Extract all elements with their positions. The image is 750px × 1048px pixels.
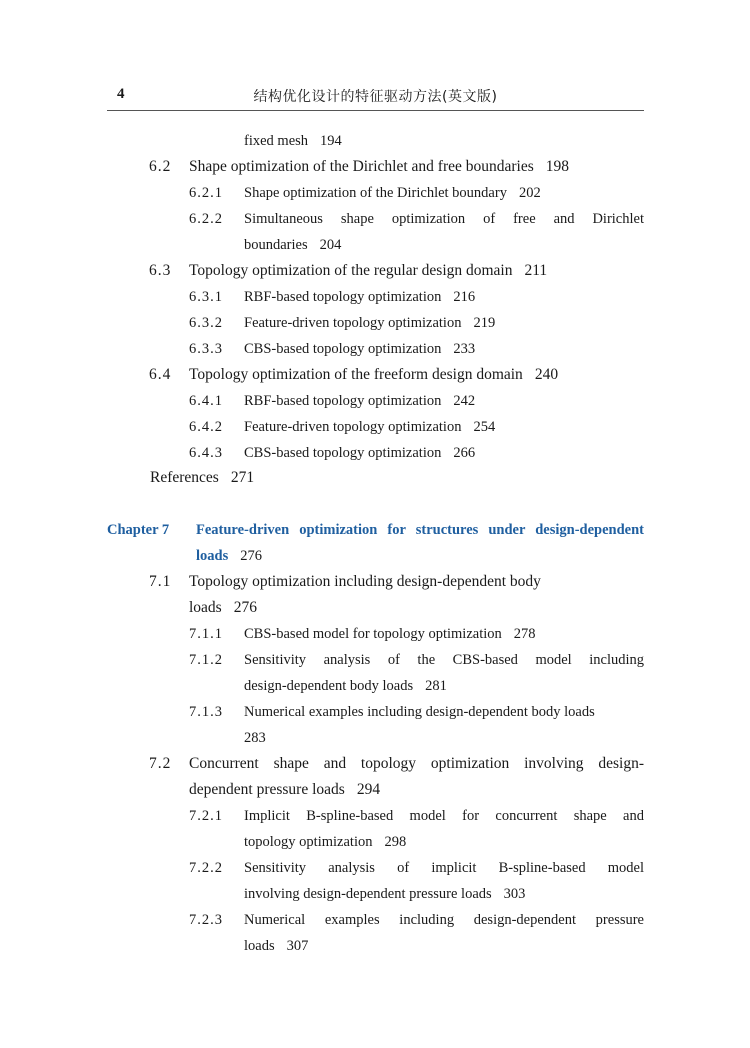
- page-ref: 204: [319, 237, 342, 253]
- section-number: 7.1.2: [189, 652, 223, 668]
- toc-entry-6-4[interactable]: Topology optimization of the freeform design domain 240: [189, 366, 559, 383]
- page-ref: 307: [286, 938, 309, 954]
- section-number: 7.1.1: [189, 626, 223, 642]
- toc-entry-7-1-1[interactable]: CBS-based model for topology optimization 278: [244, 626, 536, 642]
- section-number: 6.4.1: [189, 393, 223, 409]
- toc-entry-7-2[interactable]: Concurrent shape and topology optimization involving design-: [189, 755, 644, 772]
- page-ref: 233: [453, 341, 476, 357]
- page-ref: 242: [453, 393, 476, 409]
- section-number: 6.2: [149, 158, 172, 175]
- section-number: 6.3.3: [189, 341, 223, 357]
- toc-entry-references[interactable]: References 271: [150, 469, 255, 486]
- section-number: 6.4.2: [189, 419, 223, 435]
- page-ref: 211: [524, 262, 548, 279]
- section-number: 6.3.2: [189, 315, 223, 331]
- section-number: 6.3.1: [189, 289, 223, 305]
- toc-entry-6-3-3[interactable]: CBS-based topology optimization 233: [244, 341, 476, 357]
- toc-entry-7-1-2-cont[interactable]: design-dependent body loads 281: [244, 678, 447, 694]
- page-number: 4: [117, 86, 125, 102]
- page-ref: 278: [513, 626, 536, 642]
- section-number: 6.2.1: [189, 185, 223, 201]
- section-number: 7.2.1: [189, 808, 223, 824]
- chapter-number: Chapter 7: [107, 522, 170, 538]
- page-ref: 303: [503, 886, 526, 902]
- section-number: 7.1.3: [189, 704, 223, 720]
- page-ref: 216: [453, 289, 476, 305]
- section-number: 6.2.2: [189, 211, 223, 227]
- toc-entry-7-2-1-cont[interactable]: topology optimization 298: [244, 834, 407, 850]
- page-ref: 198: [545, 158, 570, 175]
- toc-entry-6-2-2[interactable]: Simultaneous shape optimization of free and Dirichlet: [244, 211, 644, 227]
- page-ref: 202: [518, 185, 541, 201]
- toc-entry-6-4-2[interactable]: Feature-driven topology optimization 254: [244, 419, 496, 435]
- page-ref: 281: [425, 678, 447, 694]
- page-ref: 219: [473, 315, 496, 331]
- page-ref: 266: [453, 445, 476, 461]
- page-ref: 294: [356, 781, 381, 798]
- toc-entry-7-1-cont[interactable]: loads 276: [189, 599, 257, 616]
- toc-entry-6-2-1[interactable]: Shape optimization of the Dirichlet boundary 202: [244, 185, 541, 201]
- toc-entry-6-4-3[interactable]: CBS-based topology optimization 266: [244, 445, 476, 461]
- toc-entry-7-2-2-cont[interactable]: involving design-dependent pressure loads 303: [244, 886, 526, 902]
- page-ref: 283: [244, 730, 266, 746]
- page-ref: 240: [534, 366, 559, 383]
- toc-entry-7-1-2[interactable]: Sensitivity analysis of the CBS-based model including: [244, 652, 644, 668]
- running-title: 结构优化设计的特征驱动方法(英文版): [253, 89, 498, 105]
- toc-entry-chapter-7[interactable]: Feature-driven optimization for structures under design-dependent: [196, 522, 644, 538]
- section-number: 6.4: [149, 366, 172, 383]
- toc-entry-continuation[interactable]: fixed mesh 194: [244, 133, 342, 149]
- page-ref: 271: [230, 469, 255, 486]
- toc-entry-7-2-3[interactable]: Numerical examples including design-dependent pressure: [244, 912, 644, 928]
- toc-entry-7-2-1[interactable]: Implicit B-spline-based model for concurrent shape and: [244, 808, 644, 824]
- section-number: 7.2.3: [189, 912, 223, 928]
- toc-entry-7-2-2[interactable]: Sensitivity analysis of implicit B-spline-based model: [244, 860, 644, 876]
- toc-entry-7-1-3[interactable]: Numerical examples including design-dependent body loads: [244, 704, 595, 720]
- toc-entry-6-3-1[interactable]: RBF-based topology optimization 216: [244, 289, 476, 305]
- section-number: 7.2.2: [189, 860, 223, 876]
- section-number: 6.3: [149, 262, 172, 279]
- toc-entry-chapter-7-cont[interactable]: loads 276: [196, 548, 262, 564]
- toc-entry-7-2-cont[interactable]: dependent pressure loads 294: [189, 781, 381, 798]
- page-ref: 194: [320, 133, 342, 149]
- page-ref: 276: [233, 599, 257, 616]
- toc-entry-7-2-3-cont[interactable]: loads 307: [244, 938, 309, 954]
- page-ref: 254: [473, 419, 496, 435]
- section-number: 6.4.3: [189, 445, 223, 461]
- toc-entry-6-2[interactable]: Shape optimization of the Dirichlet and free boundaries 198: [189, 158, 570, 175]
- toc-entry-6-4-1[interactable]: RBF-based topology optimization 242: [244, 393, 476, 409]
- section-number: 7.1: [149, 573, 172, 590]
- section-number: 7.2: [149, 755, 172, 772]
- toc-entry-7-1[interactable]: Topology optimization including design-dependent body: [189, 573, 541, 590]
- toc-entry-6-2-2-cont[interactable]: boundaries 204: [244, 237, 342, 253]
- toc-entry-6-3[interactable]: Topology optimization of the regular design domain 211: [189, 262, 548, 279]
- page-ref: 298: [384, 834, 407, 850]
- toc-entry-6-3-2[interactable]: Feature-driven topology optimization 219: [244, 315, 496, 331]
- page-ref: 276: [240, 548, 262, 564]
